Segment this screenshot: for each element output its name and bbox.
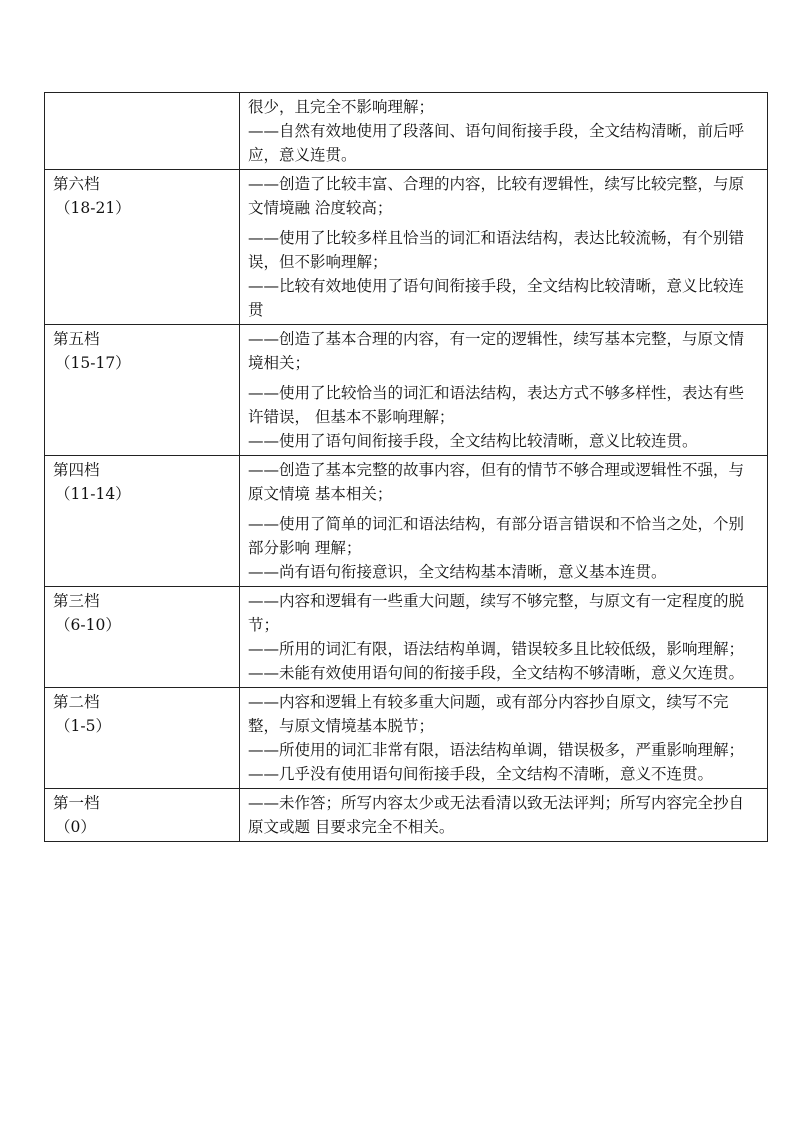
level-cell	[45, 456, 240, 587]
criterion-text: 很少，且完全不影响理解；	[248, 98, 435, 116]
level-cell	[45, 325, 240, 456]
table-row	[45, 456, 768, 587]
criterion-text: ——使用了简单的词汇和语法结构，有部分语言错误和不恰当之处，个别部分影响 理解；	[248, 515, 745, 557]
criteria-cell	[240, 789, 768, 842]
criterion-text: ——尚有语句衔接意识，全文结构基本清晰，意义基本连贯。	[248, 563, 667, 581]
level-name: 第六档	[53, 175, 100, 193]
table-row	[45, 688, 768, 789]
criterion-text: ——内容和逻辑有一些重大问题，续写不够完整，与原文有一定程度的脱节；	[248, 592, 745, 634]
criterion-text: ——使用了语句间衔接手段，全文结构比较清晰，意义比较连贯。	[248, 432, 698, 450]
criterion-text: ——所用的词汇有限，语法结构单调，错误较多且比较低级，影响理解；	[248, 640, 745, 658]
criterion-text: ——几乎没有使用语句间衔接手段，全文结构不清晰，意义不连贯。	[248, 765, 714, 783]
criteria-cell	[240, 170, 768, 325]
level-score-range: （1-5）	[55, 717, 111, 735]
table-row	[45, 789, 768, 842]
criterion-text: ——未作答；所写内容太少或无法看清以致无法评判；所写内容完全抄自原文或题 目要求完全不相关。	[248, 794, 745, 836]
criteria-cell	[240, 456, 768, 587]
level-name: 第一档	[53, 794, 100, 812]
criterion-text: ——所使用的词汇非常有限，语法结构单调，错误极多，严重影响理解；	[248, 741, 745, 759]
level-score-range: （0）	[55, 818, 96, 836]
level-cell	[45, 587, 240, 688]
table-row	[45, 93, 768, 170]
criterion-text: ——未能有效使用语句间的衔接手段，全文结构不够清晰，意义欠连贯。	[248, 664, 745, 682]
level-cell	[45, 789, 240, 842]
criterion-text: ——比较有效地使用了语句间衔接手段，全文结构比较清晰，意义比较连贯	[248, 277, 745, 319]
scoring-rubric-table	[44, 92, 768, 842]
criterion-text: ——自然有效地使用了段落间、语句间衔接手段，全文结构清晰，前后呼应，意义连贯。	[248, 122, 745, 164]
level-score-range: （15-17）	[55, 354, 131, 372]
table-row	[45, 170, 768, 325]
table-row	[45, 325, 768, 456]
level-cell	[45, 688, 240, 789]
level-score-range: （11-14）	[55, 485, 131, 503]
criterion-text: ——内容和逻辑上有较多重大问题，或有部分内容抄自原文，续写不完整，与原文情境基本脱节；	[248, 693, 729, 735]
criteria-cell	[240, 93, 768, 170]
criteria-cell	[240, 587, 768, 688]
level-cell	[45, 170, 240, 325]
level-name: 第四档	[53, 461, 100, 479]
criterion-text: ——使用了比较恰当的词汇和语法结构，表达方式不够多样性，表达有些许错误， 但基本不影响理解；	[248, 384, 745, 426]
criterion-text: ——使用了比较多样且恰当的词汇和语法结构，表达比较流畅，有个别错误，但不影响理解；	[248, 229, 745, 271]
level-name: 第二档	[53, 693, 100, 711]
criterion-text: ——创造了比较丰富、合理的内容，比较有逻辑性，续写比较完整，与原文情境融 洽度较高；	[248, 175, 745, 217]
level-cell	[45, 93, 240, 170]
level-name: 第五档	[53, 330, 100, 348]
level-score-range: （6-10）	[55, 616, 121, 634]
criterion-text: ——创造了基本合理的内容，有一定的逻辑性，续写基本完整，与原文情境相关；	[248, 330, 745, 372]
criterion-text: ——创造了基本完整的故事内容，但有的情节不够合理或逻辑性不强，与原文情境 基本相关；	[248, 461, 745, 503]
level-name: 第三档	[53, 592, 100, 610]
criteria-cell	[240, 688, 768, 789]
table-row	[45, 587, 768, 688]
level-score-range: （18-21）	[55, 199, 131, 217]
criteria-cell	[240, 325, 768, 456]
